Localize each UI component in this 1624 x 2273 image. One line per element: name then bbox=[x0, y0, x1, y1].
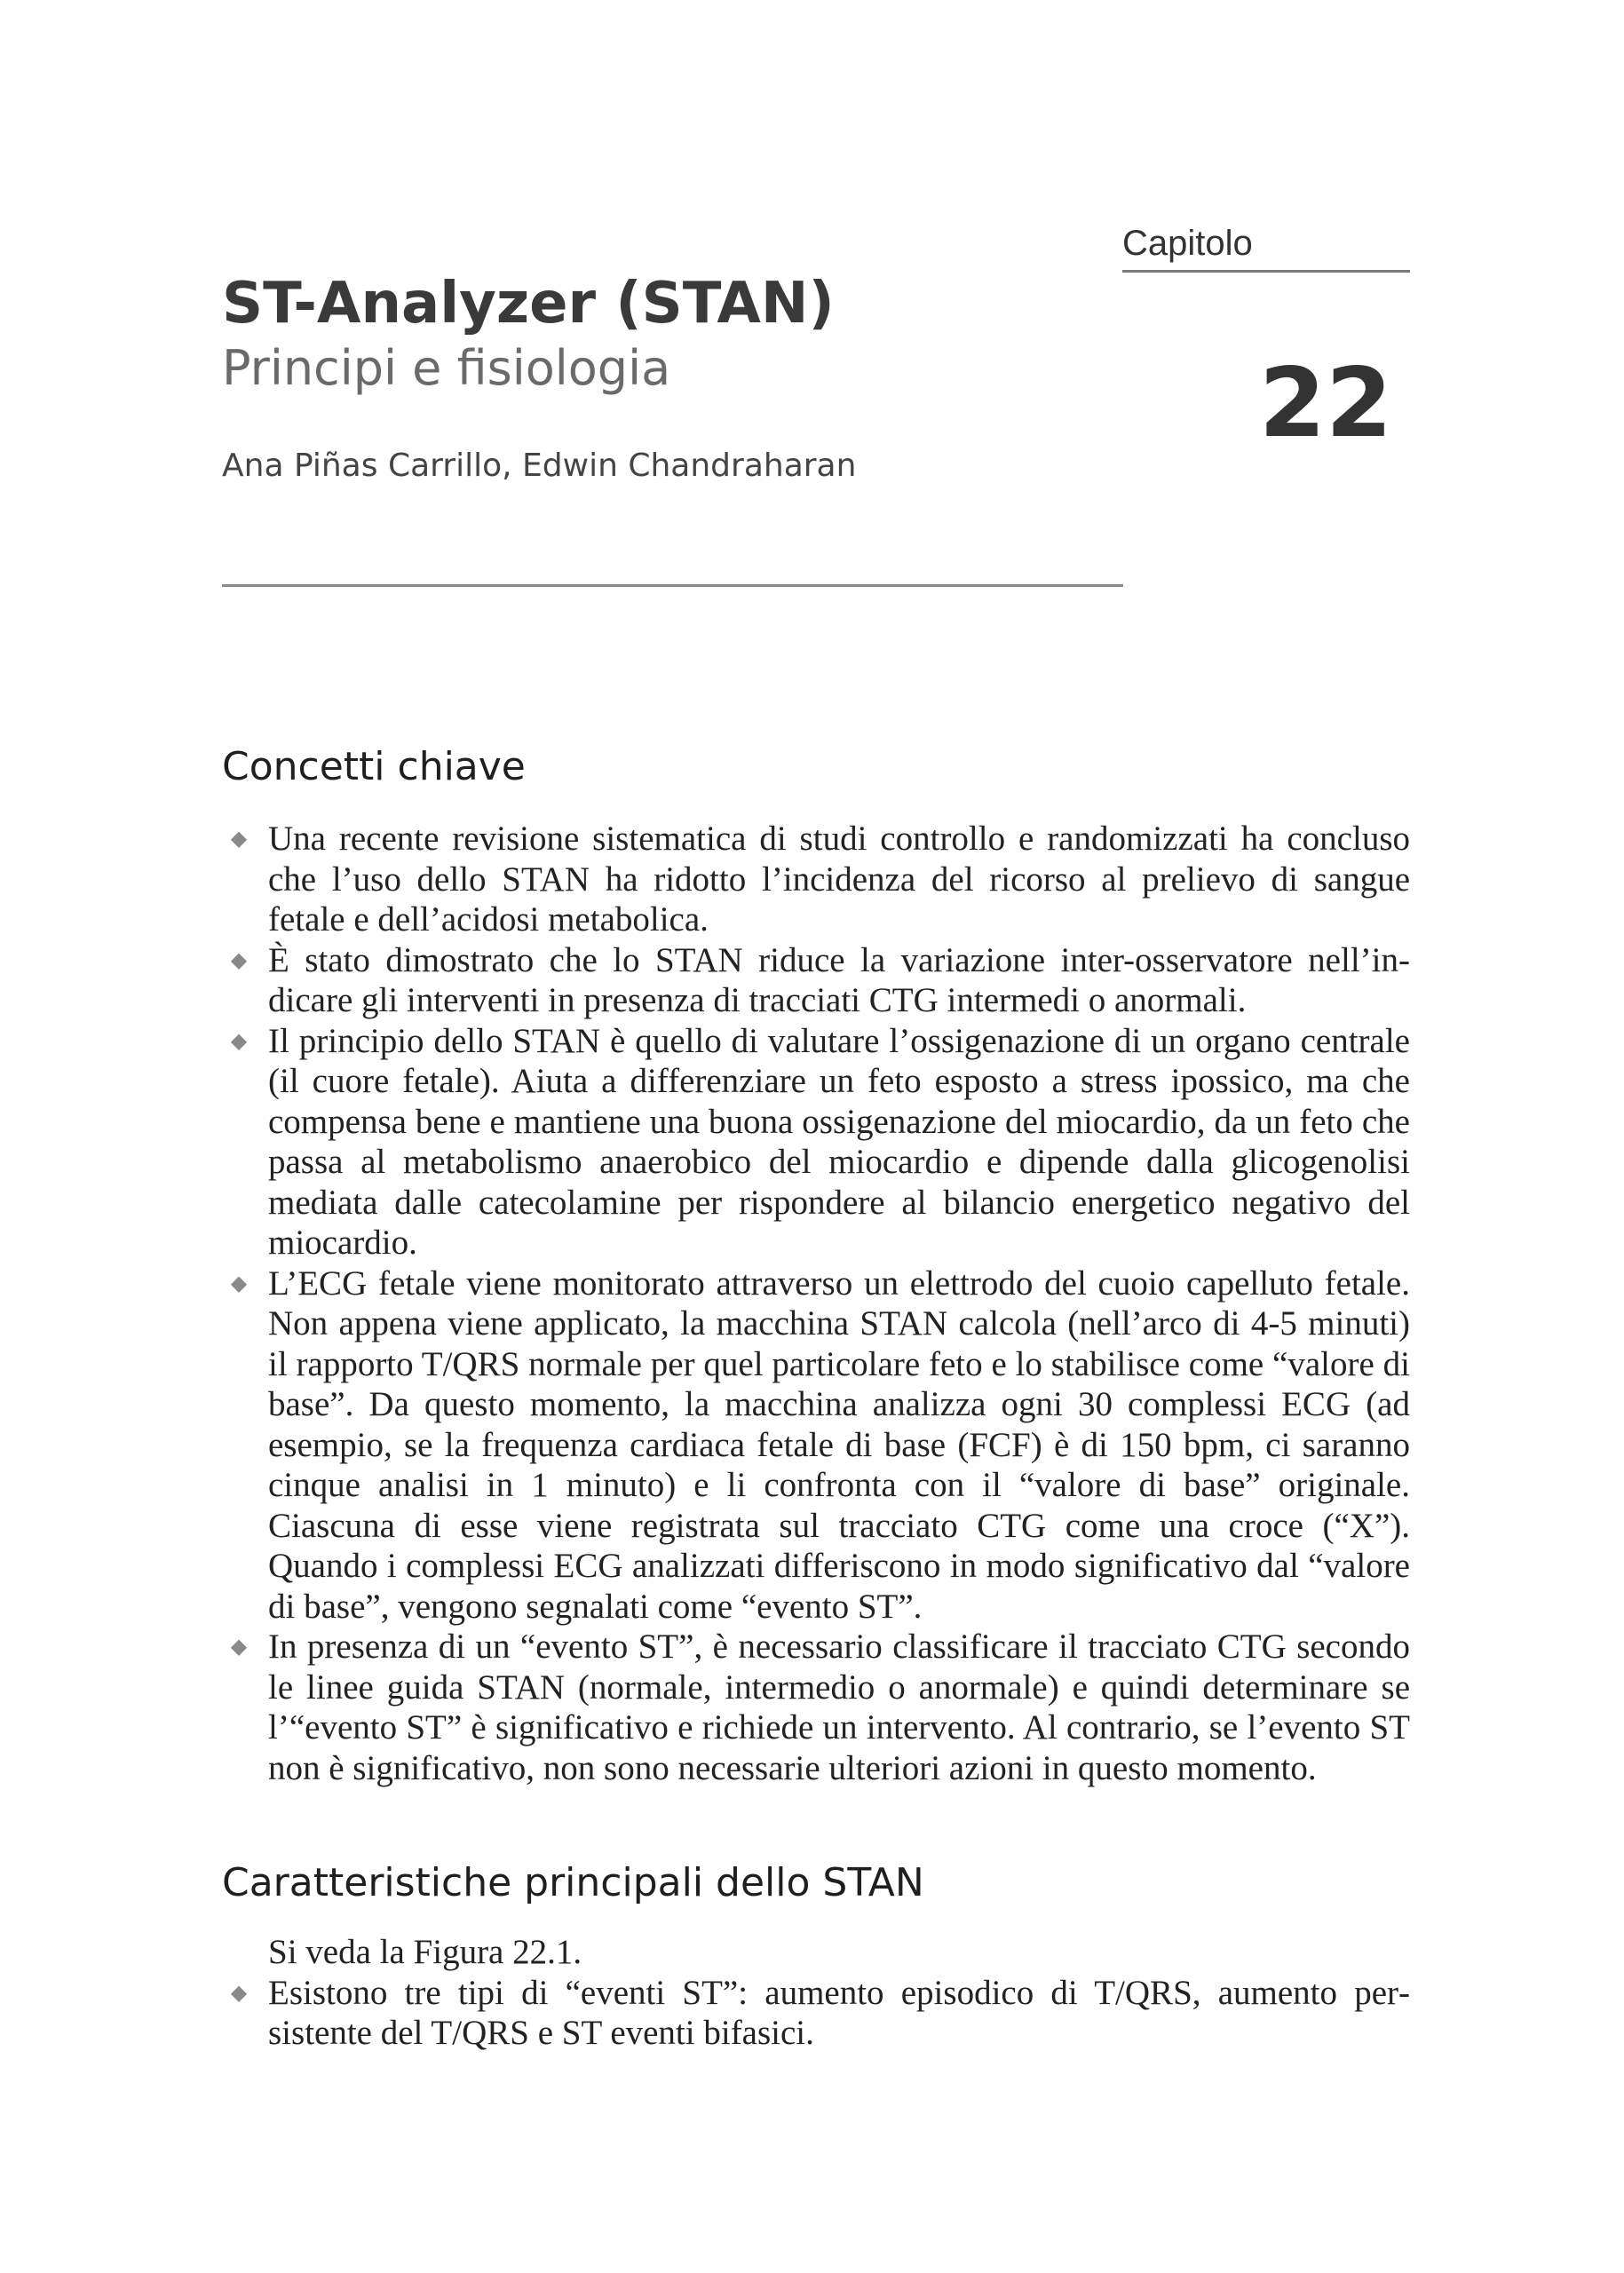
section-heading-main-features: Caratteristiche principali dello STAN bbox=[222, 1860, 924, 1905]
diamond-bullet-icon: ◆ bbox=[230, 946, 248, 972]
list-item-text: Una recente revisione sistematica di studi controllo e randomizzati ha concluso che l’uso dello STAN ha ridotto l’incidenza del ricorso al prelievo di sangue fetale e dell’acidosi metabolica. bbox=[268, 820, 1410, 939]
list-item-text: È stato dimostrato che lo STAN riduce la variazione inter-osservatore nell’indicare gli interventi in presenza di tracciati CTG intermedi o anormali. bbox=[268, 940, 1410, 1019]
main-features-list bbox=[222, 1973, 1410, 2054]
list-item bbox=[222, 940, 1410, 1021]
title-divider bbox=[222, 584, 1123, 587]
list-item bbox=[222, 1627, 1410, 1788]
chapter-number: 22 bbox=[1258, 348, 1393, 459]
chapter-subtitle: Principi e fisiologia bbox=[222, 340, 671, 396]
authors: Ana Piñas Carrillo, Edwin Chandraharan bbox=[222, 447, 857, 484]
list-item bbox=[222, 1263, 1410, 1628]
diamond-bullet-icon: ◆ bbox=[230, 1027, 248, 1053]
section-heading-key-concepts: Concetti chiave bbox=[222, 744, 526, 789]
list-item bbox=[222, 1973, 1410, 2054]
chapter-title: ST-Analyzer (STAN) bbox=[222, 271, 835, 337]
diamond-bullet-icon: ◆ bbox=[230, 1634, 248, 1659]
main-features-body bbox=[222, 1932, 1410, 2054]
list-item-text: Il principio dello STAN è quello di valutare l’ossigenazione di un organo centrale (il cuore fetale). Aiuta a differenziare un feto esposto a stress ipossico, ma che compensa bene e mantiene una buona ossigenazione del miocardio, da un feto che passa al metabolismo anaerobico del miocardio e dipende dalla glicogenolisi mediata dalle catecolamine per rispondere al bilancio energetico negativo del miocardio. bbox=[268, 1021, 1410, 1262]
list-item-text: L’ECG fetale viene monitorato attraverso un elettrodo del cuoio capelluto fetale. Non appena viene applicato, la macchina STAN calcola (nell’arco di 4-5 minuti) il rapporto T/QRS normale per quel particolare feto e lo stabilisce come “valore di base”. Da questo momento, la macchina analizza ogni 30 complessi ECG (ad esempio, se la frequenza cardiaca fetale di base (FCF) è di 150 bpm, ci saranno cinque analisi in 1 minuto) e li confronta con il “valore di base” originale. Ciascuna di esse viene registrata sul tracciato CTG come una croce (“X”). Quando i complessi ECG analizzati differiscono in modo significativo dal “valore di base”, vengono segnalati come “evento ST”. bbox=[268, 1263, 1410, 1626]
key-concepts-list bbox=[222, 819, 1410, 1788]
list-item-text: In presenza di un “evento ST”, è necessario classificare il tracciato CTG secondo le linee guida STAN (normale, intermedio o anormale) e quindi determinare se l’“evento ST” è significativo e richiede un intervento. Al contrario, se l’evento ST non è significativo, non sono necessarie ulteriori azioni in questo momento. bbox=[268, 1628, 1410, 1787]
diamond-bullet-icon: ◆ bbox=[230, 1270, 248, 1295]
list-item bbox=[222, 1021, 1410, 1263]
diamond-bullet-icon: ◆ bbox=[230, 1979, 248, 2005]
list-item bbox=[222, 819, 1410, 940]
list-item-text: Esistono tre tipi di “eventi ST”: aumento episodico di T/QRS, aumento persistente del T/QRS e ST eventi bifasici. bbox=[268, 1973, 1410, 2052]
chapter-label: Capitolo bbox=[1122, 224, 1410, 273]
figure-reference: Si veda la Figura 22.1. bbox=[268, 1933, 582, 1971]
diamond-bullet-icon: ◆ bbox=[230, 826, 248, 851]
